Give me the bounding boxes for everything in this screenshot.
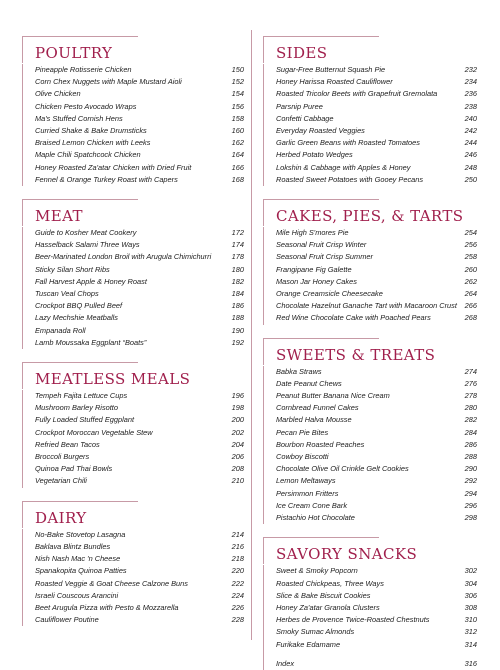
item-title: Baklava Blintz Bundles bbox=[35, 541, 111, 551]
section-title: POULTRY bbox=[35, 44, 113, 62]
list-item[interactable] bbox=[276, 101, 477, 113]
item-title: Cornbread Funnel Cakes bbox=[276, 403, 359, 413]
list-item[interactable] bbox=[276, 390, 477, 402]
item-page: 228 bbox=[231, 615, 244, 625]
item-page: 200 bbox=[231, 415, 244, 425]
item-title: Curried Shake & Bake Drumsticks bbox=[35, 126, 147, 136]
column-divider bbox=[251, 30, 252, 640]
item-page: 206 bbox=[231, 452, 244, 462]
list-item[interactable] bbox=[35, 251, 244, 263]
section-items bbox=[22, 529, 244, 627]
section-items bbox=[22, 227, 244, 349]
item-page: 254 bbox=[464, 228, 477, 238]
item-page: 308 bbox=[464, 602, 477, 612]
item-page: 174 bbox=[231, 240, 244, 250]
item-title: Roasted Tricolor Beets with Grapefruit Gremolata bbox=[276, 89, 438, 99]
section-title: DAIRY bbox=[35, 508, 87, 527]
list-item[interactable] bbox=[35, 475, 244, 487]
list-item[interactable] bbox=[276, 439, 477, 451]
item-title: Honey Roasted Za'atar Chicken with Dried Fruit bbox=[35, 162, 192, 172]
list-item[interactable] bbox=[276, 427, 477, 439]
item-page: 250 bbox=[464, 174, 477, 184]
section-items bbox=[22, 390, 244, 488]
item-page: 218 bbox=[231, 554, 244, 564]
list-item[interactable] bbox=[276, 451, 477, 463]
item-title: Chocolate Hazelnut Ganache Tart with Macaroon Crust bbox=[276, 301, 457, 311]
item-title: Roasted Sweet Potatoes with Gooey Pecans bbox=[276, 174, 424, 184]
list-item[interactable] bbox=[276, 626, 477, 638]
item-page: 302 bbox=[464, 566, 477, 576]
item-page: 268 bbox=[464, 313, 477, 323]
list-item[interactable] bbox=[276, 64, 477, 76]
item-title: Mushroom Barley Risotto bbox=[35, 403, 118, 413]
list-item[interactable] bbox=[276, 264, 477, 276]
item-title: Empanada Roll bbox=[35, 325, 86, 335]
list-item[interactable] bbox=[35, 439, 244, 451]
item-page: 216 bbox=[231, 541, 244, 551]
item-title: Cowboy Biscotti bbox=[276, 452, 329, 462]
item-page: 304 bbox=[464, 578, 477, 588]
left-column bbox=[22, 36, 244, 626]
list-item[interactable] bbox=[35, 463, 244, 475]
item-title: Vegetarian Chili bbox=[35, 476, 87, 486]
item-title: Braised Lemon Chicken with Leeks bbox=[35, 138, 151, 148]
section-header bbox=[22, 199, 244, 226]
section-header bbox=[263, 199, 477, 226]
section-header bbox=[263, 338, 477, 365]
item-title: Confetti Cabbage bbox=[276, 113, 334, 123]
item-title: Fall Harvest Apple & Honey Roast bbox=[35, 276, 147, 286]
list-item[interactable] bbox=[35, 101, 244, 113]
item-page: 294 bbox=[464, 488, 477, 498]
item-title: Honey Za'atar Granola Clusters bbox=[276, 602, 380, 612]
item-page: 290 bbox=[464, 464, 477, 474]
list-item[interactable] bbox=[276, 276, 477, 288]
list-item[interactable] bbox=[276, 602, 477, 614]
list-item[interactable] bbox=[35, 76, 244, 88]
list-item[interactable] bbox=[35, 602, 244, 614]
item-page: 240 bbox=[464, 113, 477, 123]
item-title: Frangipane Fig Galette bbox=[276, 264, 352, 274]
section-title: SIDES bbox=[276, 44, 328, 62]
item-title: Lemon Meltaways bbox=[276, 476, 336, 486]
list-item[interactable] bbox=[276, 149, 477, 161]
item-page: 264 bbox=[464, 289, 477, 299]
item-title: Corn Chex Nuggets with Maple Mustard Aioli bbox=[35, 77, 182, 87]
list-item[interactable] bbox=[35, 174, 244, 186]
list-item[interactable] bbox=[276, 414, 477, 426]
item-title: Red Wine Chocolate Cake with Poached Pears bbox=[276, 313, 431, 323]
section-items bbox=[263, 64, 477, 186]
item-title: Crockpot Moroccan Vegetable Stew bbox=[35, 427, 153, 437]
section-dairy bbox=[22, 501, 244, 627]
list-item[interactable] bbox=[276, 113, 477, 125]
item-title: Fennel & Orange Turkey Roast with Capers bbox=[35, 174, 178, 184]
section-items bbox=[263, 227, 477, 325]
item-page: 186 bbox=[231, 301, 244, 311]
list-item[interactable] bbox=[276, 463, 477, 475]
item-page: 226 bbox=[231, 602, 244, 612]
section-items bbox=[22, 64, 244, 186]
item-page: 306 bbox=[464, 590, 477, 600]
item-page: 260 bbox=[464, 264, 477, 274]
list-item[interactable] bbox=[35, 390, 244, 402]
item-page: 238 bbox=[464, 101, 477, 111]
item-page: 232 bbox=[464, 65, 477, 74]
list-item[interactable] bbox=[35, 590, 244, 602]
section-header bbox=[263, 537, 477, 564]
item-page: 164 bbox=[231, 150, 244, 160]
item-page: 242 bbox=[464, 126, 477, 136]
item-page: 188 bbox=[231, 313, 244, 323]
item-page: 184 bbox=[231, 289, 244, 299]
list-item[interactable] bbox=[276, 500, 477, 512]
item-page: 256 bbox=[464, 240, 477, 250]
item-title: Fully Loaded Stuffed Eggplant bbox=[35, 415, 135, 425]
list-item[interactable] bbox=[276, 512, 477, 524]
item-page: 266 bbox=[464, 301, 477, 311]
item-title: Garlic Green Beans with Roasted Tomatoes bbox=[276, 138, 420, 148]
list-item[interactable] bbox=[276, 578, 477, 590]
item-title: Beer-Marinated London Broil with Arugula Chimichurri bbox=[35, 252, 212, 262]
item-page: 224 bbox=[231, 590, 244, 600]
item-title: Lamb Moussaka Eggplant “Boats” bbox=[35, 337, 147, 347]
list-item[interactable] bbox=[35, 113, 244, 125]
item-page: 204 bbox=[231, 439, 244, 449]
item-page: 276 bbox=[464, 378, 477, 388]
item-title: Furikake Edamame bbox=[276, 639, 341, 649]
item-title: Index bbox=[276, 658, 295, 668]
item-title: Seasonal Fruit Crisp Summer bbox=[276, 252, 373, 262]
item-page: 258 bbox=[464, 252, 477, 262]
list-item[interactable] bbox=[276, 300, 477, 312]
list-item[interactable] bbox=[35, 88, 244, 100]
section-poultry bbox=[22, 36, 244, 186]
section-title: SAVORY SNACKS bbox=[276, 545, 418, 564]
item-page: 312 bbox=[464, 627, 477, 637]
list-item[interactable] bbox=[35, 529, 244, 541]
item-title: Quinoa Pad Thai Bowls bbox=[35, 464, 113, 474]
item-title: Slice & Bake Biscuit Cookies bbox=[276, 590, 371, 600]
item-title: Sugar-Free Butternut Squash Pie bbox=[276, 65, 386, 74]
section-title: MEATLESS MEALS bbox=[35, 370, 191, 389]
list-item[interactable] bbox=[35, 312, 244, 324]
list-item[interactable] bbox=[35, 402, 244, 414]
item-title: Bourbon Roasted Peaches bbox=[276, 439, 365, 449]
item-title: Chicken Pesto Avocado Wraps bbox=[35, 101, 137, 111]
item-title: Marbled Halva Mousse bbox=[276, 415, 352, 425]
item-title: Smoky Sumac Almonds bbox=[276, 627, 355, 637]
item-title: Herbes de Provence Twice-Roasted Chestnuts bbox=[276, 615, 430, 625]
item-title: Chocolate Olive Oil Crinkle Gelt Cookies bbox=[276, 464, 409, 474]
item-title: Beet Arugula Pizza with Pesto & Mozzarella bbox=[35, 602, 179, 612]
section-meat bbox=[22, 199, 244, 349]
item-page: 152 bbox=[231, 77, 244, 87]
item-page: 202 bbox=[231, 427, 244, 437]
item-page: 208 bbox=[231, 464, 244, 474]
item-title: Tuscan Veal Chops bbox=[35, 289, 99, 299]
item-title: Ma's Stuffed Cornish Hens bbox=[35, 113, 123, 123]
list-item[interactable] bbox=[35, 149, 244, 161]
item-page: 288 bbox=[464, 452, 477, 462]
item-title: Mile High S'mores Pie bbox=[276, 228, 349, 238]
list-item[interactable] bbox=[276, 378, 477, 390]
item-page: 158 bbox=[231, 113, 244, 123]
item-title: Peanut Butter Banana Nice Cream bbox=[276, 391, 390, 401]
item-title: Roasted Chickpeas, Three Ways bbox=[276, 578, 384, 588]
item-page: 236 bbox=[464, 89, 477, 99]
section-items bbox=[263, 366, 477, 525]
list-item[interactable] bbox=[276, 312, 477, 324]
item-title: Ice Cream Cone Bark bbox=[276, 500, 348, 510]
item-page: 192 bbox=[231, 337, 244, 347]
section-title: SWEETS & TREATS bbox=[276, 345, 436, 364]
list-item[interactable] bbox=[276, 239, 477, 251]
item-page: 172 bbox=[231, 228, 244, 238]
item-page: 280 bbox=[464, 403, 477, 413]
section-cakes-pies-tarts bbox=[263, 199, 477, 325]
item-title: Mason Jar Honey Cakes bbox=[276, 276, 357, 286]
list-item[interactable] bbox=[35, 565, 244, 577]
item-page: 262 bbox=[464, 276, 477, 286]
list-item[interactable] bbox=[35, 276, 244, 288]
list-item[interactable] bbox=[276, 639, 477, 651]
item-title: Date Peanut Chews bbox=[276, 378, 342, 388]
item-page: 282 bbox=[464, 415, 477, 425]
item-title: Everyday Roasted Veggies bbox=[276, 126, 365, 136]
item-page: 160 bbox=[231, 126, 244, 136]
list-item[interactable] bbox=[276, 614, 477, 626]
item-title: Seasonal Fruit Crisp Winter bbox=[276, 240, 367, 250]
item-title: Crockpot BBQ Pulled Beef bbox=[35, 301, 123, 311]
list-item[interactable] bbox=[276, 488, 477, 500]
item-title: Herbed Potato Wedges bbox=[276, 150, 353, 160]
list-item[interactable] bbox=[35, 125, 244, 137]
list-item[interactable] bbox=[35, 162, 244, 174]
item-page: 298 bbox=[464, 513, 477, 523]
list-item[interactable] bbox=[276, 366, 477, 378]
item-page: 246 bbox=[464, 150, 477, 160]
item-page: 196 bbox=[231, 391, 244, 401]
item-title: Hasselback Salami Three Ways bbox=[35, 240, 140, 250]
item-title: Pineapple Rotisserie Chicken bbox=[35, 65, 132, 74]
item-title: Honey Harissa Roasted Cauliflower bbox=[276, 77, 393, 87]
section-savory-snacks bbox=[263, 537, 477, 670]
list-item[interactable] bbox=[35, 414, 244, 426]
section-meatless-meals bbox=[22, 362, 244, 488]
list-item[interactable] bbox=[276, 590, 477, 602]
item-title: Persimmon Fritters bbox=[276, 488, 339, 498]
list-item[interactable] bbox=[276, 162, 477, 174]
list-item[interactable] bbox=[276, 125, 477, 137]
item-title: Pistachio Hot Chocolate bbox=[276, 513, 355, 523]
item-title: Nish Nash Mac 'n Cheese bbox=[35, 554, 121, 564]
item-title: Roasted Veggie & Goat Cheese Calzone Buns bbox=[35, 578, 188, 588]
item-page: 220 bbox=[231, 566, 244, 576]
list-item[interactable] bbox=[276, 227, 477, 239]
list-item[interactable] bbox=[276, 137, 477, 149]
item-page: 222 bbox=[231, 578, 244, 588]
list-item[interactable] bbox=[35, 64, 244, 76]
list-item[interactable] bbox=[35, 337, 244, 349]
item-title: Refried Bean Tacos bbox=[35, 439, 100, 449]
list-item[interactable] bbox=[35, 578, 244, 590]
item-title: Cauliflower Poutine bbox=[35, 615, 99, 625]
item-page: 214 bbox=[231, 529, 244, 539]
item-page: 198 bbox=[231, 403, 244, 413]
item-page: 168 bbox=[231, 174, 244, 184]
item-title: Sweet & Smoky Popcorn bbox=[276, 566, 358, 576]
index-entry[interactable] bbox=[276, 658, 477, 670]
item-page: 182 bbox=[231, 276, 244, 286]
item-page: 150 bbox=[231, 65, 244, 74]
item-title: Parsnip Puree bbox=[276, 101, 323, 111]
item-page: 166 bbox=[231, 162, 244, 172]
section-items bbox=[263, 565, 477, 670]
item-page: 234 bbox=[464, 77, 477, 87]
list-item[interactable] bbox=[35, 614, 244, 626]
list-item[interactable] bbox=[276, 174, 477, 186]
item-title: Lazy Mechshie Meatballs bbox=[35, 313, 118, 323]
item-page: 296 bbox=[464, 500, 477, 510]
section-header bbox=[22, 362, 244, 389]
item-page: 154 bbox=[231, 89, 244, 99]
list-item[interactable] bbox=[276, 88, 477, 100]
item-title: No-Bake Stovetop Lasagna bbox=[35, 529, 126, 539]
item-title: Maple Chili Spatchcock Chicken bbox=[35, 150, 141, 160]
item-page: 178 bbox=[231, 252, 244, 262]
section-header bbox=[263, 36, 477, 63]
list-item[interactable] bbox=[35, 541, 244, 553]
list-item[interactable] bbox=[35, 137, 244, 149]
item-page: 314 bbox=[464, 639, 477, 649]
item-page: 190 bbox=[231, 325, 244, 335]
section-sides bbox=[263, 36, 477, 186]
item-page: 286 bbox=[464, 439, 477, 449]
list-item[interactable] bbox=[35, 427, 244, 439]
item-title: Orange Creamsicle Cheesecake bbox=[276, 289, 383, 299]
list-item[interactable] bbox=[35, 288, 244, 300]
item-page: 278 bbox=[464, 391, 477, 401]
section-sweets-treats bbox=[263, 338, 477, 525]
item-title: Spanakopita Quinoa Patties bbox=[35, 566, 127, 576]
list-item[interactable] bbox=[276, 475, 477, 487]
item-page: 180 bbox=[231, 264, 244, 274]
item-title: Israeli Couscous Arancini bbox=[35, 590, 119, 600]
list-item[interactable] bbox=[35, 239, 244, 251]
list-item[interactable] bbox=[35, 451, 244, 463]
item-title: Pecan Pie Bites bbox=[276, 427, 329, 437]
item-title: Lokshin & Cabbage with Apples & Honey bbox=[276, 162, 411, 172]
right-column bbox=[263, 36, 477, 670]
list-item[interactable] bbox=[276, 76, 477, 88]
section-header bbox=[22, 501, 244, 528]
list-item[interactable] bbox=[35, 553, 244, 565]
item-title: Guide to Kosher Meat Cookery bbox=[35, 228, 137, 238]
item-page: 284 bbox=[464, 427, 477, 437]
list-item[interactable] bbox=[276, 251, 477, 263]
item-page: 156 bbox=[231, 101, 244, 111]
section-title: CAKES, PIES, & TARTS bbox=[276, 207, 464, 226]
item-title: Babka Straws bbox=[276, 366, 322, 376]
item-page: 274 bbox=[464, 366, 477, 376]
section-title: MEAT bbox=[35, 207, 83, 226]
list-item[interactable] bbox=[276, 402, 477, 414]
list-item[interactable] bbox=[35, 300, 244, 312]
item-title: Tempeh Fajita Lettuce Cups bbox=[35, 391, 128, 401]
list-item[interactable] bbox=[35, 264, 244, 276]
item-title: Sticky Silan Short Ribs bbox=[35, 264, 110, 274]
item-page: 316 bbox=[464, 658, 477, 668]
item-page: 162 bbox=[231, 138, 244, 148]
item-title: Olive Chicken bbox=[35, 89, 81, 99]
list-item[interactable] bbox=[276, 288, 477, 300]
list-item[interactable] bbox=[35, 325, 244, 337]
list-item[interactable] bbox=[35, 227, 244, 239]
section-header bbox=[22, 36, 244, 63]
item-page: 248 bbox=[464, 162, 477, 172]
item-title: Broccoli Burgers bbox=[35, 452, 90, 462]
item-page: 210 bbox=[231, 476, 244, 486]
list-item[interactable] bbox=[276, 565, 477, 577]
item-page: 244 bbox=[464, 138, 477, 148]
item-page: 292 bbox=[464, 476, 477, 486]
item-page: 310 bbox=[464, 615, 477, 625]
